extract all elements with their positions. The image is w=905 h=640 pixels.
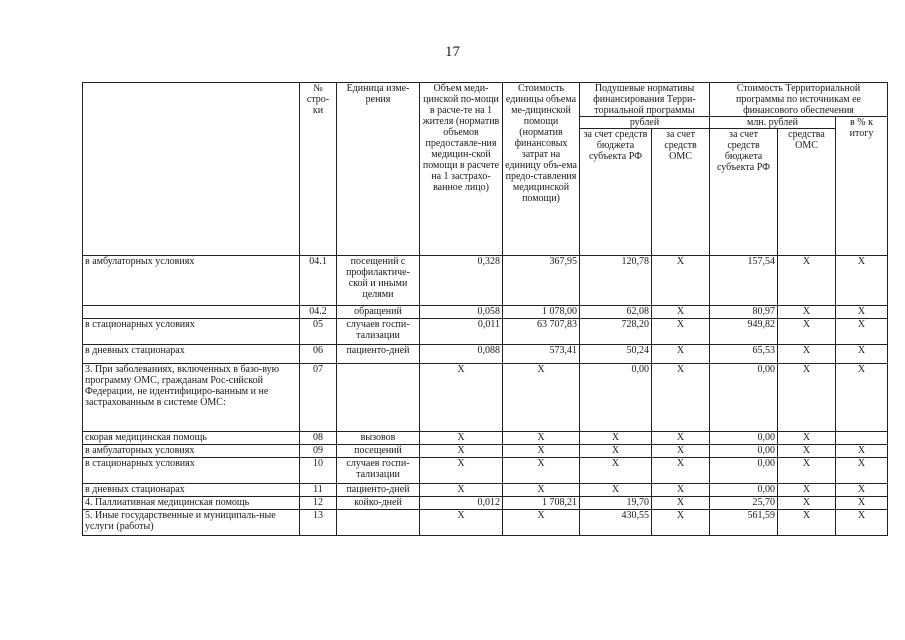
- header-row-number: № стро-ки: [300, 83, 337, 256]
- row-p-pct: X: [836, 497, 888, 510]
- row-number: 04.2: [300, 306, 337, 319]
- row-number: 04.1: [300, 256, 337, 306]
- row-unit: [337, 510, 420, 536]
- row-pc-budget: 430,55: [580, 510, 652, 536]
- row-p-pct: X: [836, 484, 888, 497]
- row-volume: 0,328: [420, 256, 503, 306]
- row-number: 08: [300, 432, 337, 445]
- row-name: в амбулаторных условиях: [83, 256, 300, 306]
- row-p-budget: 65,53: [710, 345, 778, 364]
- row-p-pct: X: [836, 306, 888, 319]
- row-cost: X: [503, 458, 580, 484]
- row-pc-oms: X: [652, 364, 710, 432]
- row-pc-oms: X: [652, 497, 710, 510]
- row-p-oms: X: [778, 484, 836, 497]
- header-program-pct: в % к итогу: [836, 117, 888, 256]
- row-volume: X: [420, 484, 503, 497]
- row-pc-oms: X: [652, 345, 710, 364]
- table-row: [83, 306, 888, 319]
- row-p-budget: 949,82: [710, 319, 778, 345]
- header-empty: [83, 83, 300, 256]
- row-number: 10: [300, 458, 337, 484]
- row-unit: обращений: [337, 306, 420, 319]
- row-p-oms: X: [778, 497, 836, 510]
- row-pc-oms: X: [652, 306, 710, 319]
- row-cost: 1 078,00: [503, 306, 580, 319]
- row-volume: X: [420, 445, 503, 458]
- header-program-cost: Стоимость Территориальной программы по источникам ее финансового обеспечения: [710, 83, 888, 117]
- row-p-budget: 0,00: [710, 484, 778, 497]
- row-pc-oms: X: [652, 458, 710, 484]
- row-p-pct: X: [836, 319, 888, 345]
- row-pc-budget: X: [580, 445, 652, 458]
- row-volume: 0,011: [420, 319, 503, 345]
- row-p-budget: 157,54: [710, 256, 778, 306]
- table-row: [83, 497, 888, 510]
- row-pc-oms: X: [652, 484, 710, 497]
- row-number: 09: [300, 445, 337, 458]
- row-pc-oms: X: [652, 319, 710, 345]
- row-volume: X: [420, 510, 503, 536]
- row-unit: койко-дней: [337, 497, 420, 510]
- cost-table: [82, 82, 888, 536]
- row-p-oms: X: [778, 445, 836, 458]
- row-pc-oms: X: [652, 445, 710, 458]
- row-p-oms: X: [778, 345, 836, 364]
- row-name: скорая медицинская помощь: [83, 432, 300, 445]
- row-cost: 367,95: [503, 256, 580, 306]
- row-p-pct: [836, 432, 888, 445]
- table-row: [83, 432, 888, 445]
- row-pc-budget: X: [580, 484, 652, 497]
- row-volume: 0,058: [420, 306, 503, 319]
- row-name: [83, 306, 300, 319]
- row-p-budget: 561,59: [710, 510, 778, 536]
- row-p-oms: X: [778, 319, 836, 345]
- row-cost: X: [503, 484, 580, 497]
- row-volume: 0,088: [420, 345, 503, 364]
- row-pc-oms: X: [652, 432, 710, 445]
- row-p-oms: X: [778, 432, 836, 445]
- row-number: 11: [300, 484, 337, 497]
- row-unit: пациенто-дней: [337, 345, 420, 364]
- row-number: 07: [300, 364, 337, 432]
- row-pc-budget: 62,08: [580, 306, 652, 319]
- row-cost: X: [503, 510, 580, 536]
- header-unit: Единица изме-рения: [337, 83, 420, 256]
- row-p-budget: 80,97: [710, 306, 778, 319]
- table-row: [83, 484, 888, 497]
- row-volume: X: [420, 432, 503, 445]
- row-number: 13: [300, 510, 337, 536]
- row-cost: 1 708,21: [503, 497, 580, 510]
- table-row: [83, 445, 888, 458]
- row-unit: случаев госпи-тализации: [337, 319, 420, 345]
- row-p-budget: 0,00: [710, 458, 778, 484]
- row-p-budget: 0,00: [710, 432, 778, 445]
- row-p-oms: X: [778, 510, 836, 536]
- row-p-budget: 0,00: [710, 364, 778, 432]
- row-cost: 63 707,83: [503, 319, 580, 345]
- header-per-capita: Подушевые нормативы финансирования Терри-ториальной программы: [580, 83, 710, 117]
- table-row: [83, 345, 888, 364]
- page-number: 17: [445, 44, 460, 60]
- row-cost: 573,41: [503, 345, 580, 364]
- row-cost: X: [503, 432, 580, 445]
- row-name: в дневных стационарах: [83, 345, 300, 364]
- header-program-budget: за счет средств бюджета субъекта РФ: [710, 129, 778, 256]
- row-unit: посещений: [337, 445, 420, 458]
- row-p-pct: X: [836, 364, 888, 432]
- row-name: 5. Иные государственные и муниципаль-ные услуги (работы): [83, 510, 300, 536]
- row-p-pct: X: [836, 345, 888, 364]
- table-row: [83, 458, 888, 484]
- row-pc-budget: 50,24: [580, 345, 652, 364]
- row-cost: X: [503, 445, 580, 458]
- row-volume: X: [420, 364, 503, 432]
- row-name: 4. Паллиативная медицинская помощь: [83, 497, 300, 510]
- header-per-capita-unit: рублей: [580, 117, 710, 129]
- row-name: в стационарных условиях: [83, 458, 300, 484]
- header-program-oms: средства ОМС: [778, 129, 836, 256]
- row-pc-budget: X: [580, 432, 652, 445]
- header-per-capita-oms: за счет средств ОМС: [652, 129, 710, 256]
- row-number: 05: [300, 319, 337, 345]
- row-unit: пациенто-дней: [337, 484, 420, 497]
- header-cost: Стоимость единицы объема ме-дицинской помощи (норматив финансовых затрат на единицу объ-ема предо-ставления медицинской помощи): [503, 83, 580, 256]
- row-unit: вызовов: [337, 432, 420, 445]
- row-p-oms: X: [778, 306, 836, 319]
- table-row: [83, 319, 888, 345]
- row-p-oms: X: [778, 458, 836, 484]
- row-p-oms: X: [778, 256, 836, 306]
- row-unit: посещений с профилактиче-ской и иными целями: [337, 256, 420, 306]
- table-row: [83, 510, 888, 536]
- row-pc-budget: 19,70: [580, 497, 652, 510]
- row-volume: 0,012: [420, 497, 503, 510]
- table-row: [83, 364, 888, 432]
- row-name: в дневных стационарах: [83, 484, 300, 497]
- row-pc-budget: 728,20: [580, 319, 652, 345]
- row-pc-budget: X: [580, 458, 652, 484]
- row-pc-oms: X: [652, 510, 710, 536]
- row-unit: [337, 364, 420, 432]
- row-number: 06: [300, 345, 337, 364]
- row-name: в стационарных условиях: [83, 319, 300, 345]
- row-p-budget: 0,00: [710, 445, 778, 458]
- row-p-budget: 25,70: [710, 497, 778, 510]
- row-unit: случаев госпи-тализации: [337, 458, 420, 484]
- row-p-pct: X: [836, 445, 888, 458]
- row-name: в амбулаторных условиях: [83, 445, 300, 458]
- row-pc-budget: 120,78: [580, 256, 652, 306]
- row-number: 12: [300, 497, 337, 510]
- header-program-cost-unit: млн. рублей: [710, 117, 836, 129]
- row-cost: X: [503, 364, 580, 432]
- row-pc-budget: 0,00: [580, 364, 652, 432]
- row-volume: X: [420, 458, 503, 484]
- table-row: [83, 256, 888, 306]
- row-p-pct: X: [836, 256, 888, 306]
- row-p-pct: X: [836, 510, 888, 536]
- row-name: 3. При заболеваниях, включенных в базо-вую программу ОМС, гражданам Рос-сийской Федерации, не идентифициро-ванным и не застрахованным в системе ОМС:: [83, 364, 300, 432]
- row-p-pct: X: [836, 458, 888, 484]
- row-pc-oms: X: [652, 256, 710, 306]
- header-per-capita-budget: за счет средств бюджета субъекта РФ: [580, 129, 652, 256]
- header-volume: Объем меди-цинской по-мощи в расче-те на 1 жителя (норматив объемов предоставле-ния медицин-ской помощи в расчете на 1 застрахо-ванное лицо): [420, 83, 503, 256]
- row-p-oms: X: [778, 364, 836, 432]
